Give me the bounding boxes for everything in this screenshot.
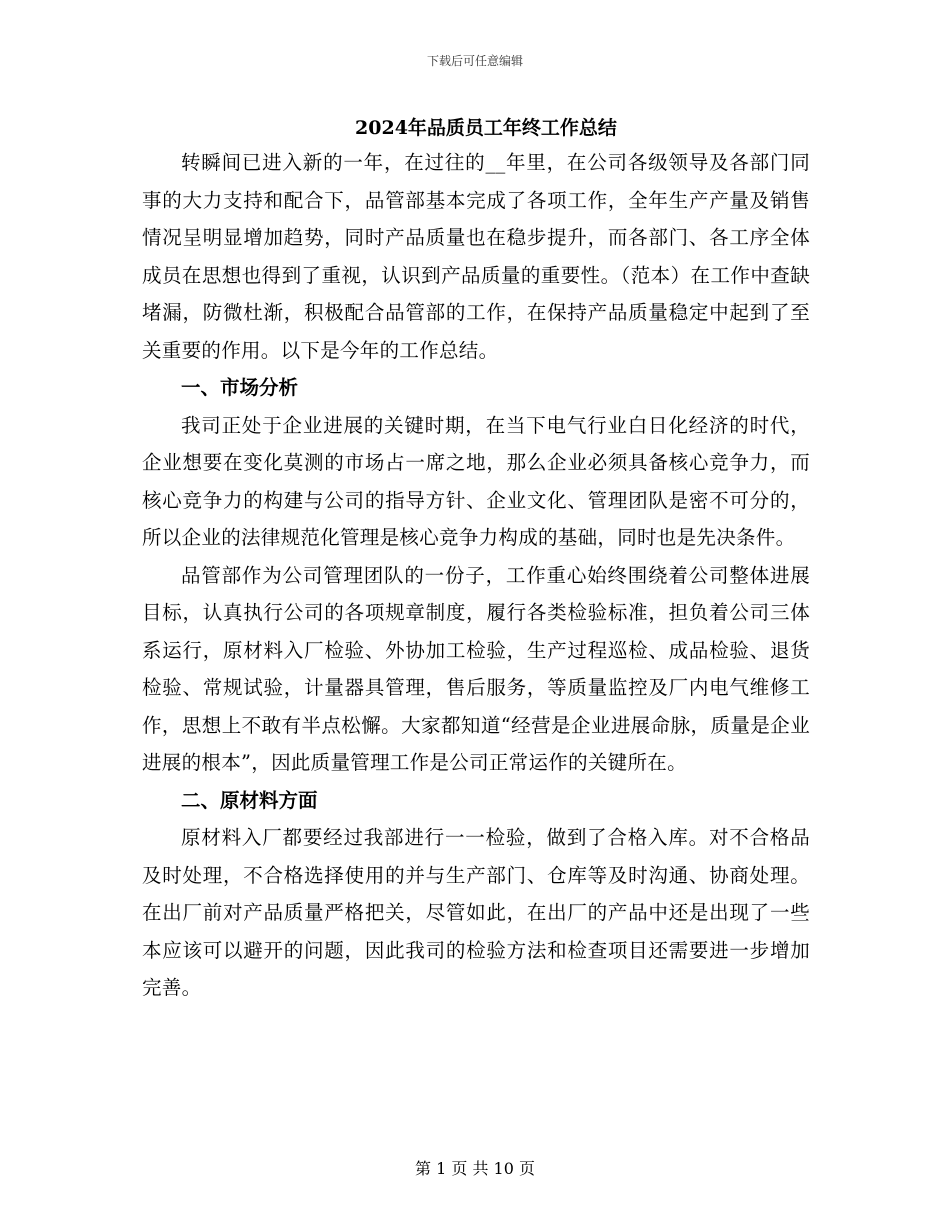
market-analysis-paragraph-2: 品管部作为公司管理团队的一份子，工作重心始终围绕着公司整体进展目标，认真执行公司的各项规章制度，履行各类检验标准，担负着公司三体系运行，原材料入厂检验、外协加工检验，生产过程巡检、成品检验、退货检验、常规试验，计量器具管理，售后服务，等质量监控及厂内电气维修工作，思想上不敢有半点松懈。大家都知道“经营是企业进展命脉，质量是企业进展的根本”，因此质量管理工作是公司正常运作的关键所在。 <box>142 563 810 774</box>
header-note: 下载后可任意编辑 <box>426 54 523 68</box>
section-heading-raw-materials: 二、原材料方面 <box>181 788 318 812</box>
raw-materials-paragraph-1: 原材料入厂都要经过我部进行一一检验，做到了合格入库。对不合格品及时处理，不合格选择使用的并与生产部门、仓库等及时沟通、协商处理。在出厂前对产品质量严格把关，尽管如此，在出厂的产品中还是出现了一些本应该可以避开的问题，因此我司的检验方法和检查项目还需要进一步增加完善。 <box>142 826 810 999</box>
section-heading-market-analysis: 一、市场分析 <box>181 376 299 399</box>
market-analysis-paragraph-1: 我司正处于企业进展的关键时期，在当下电气行业白日化经济的时代，企业想要在变化莫测的市场占一席之地，那么企业必须具备核心竞争力，而核心竞争力的构建与公司的指导方针、企业文化、管理团队是密不可分的，所以企业的法律规范化管理是核心竞争力构成的基础，同时也是先决条件。 <box>142 413 810 549</box>
document-body <box>142 112 810 1007</box>
page-number: 第 1 页 共 10 页 <box>415 1159 535 1178</box>
intro-paragraph: 转瞬间已进入新的一年，在过往的__年里，在公司各级领导及各部门同事的大力支持和配合下，品管部基本完成了各项工作，全年生产产量及销售情况呈明显增加趋势，同时产品质量也在稳步提升，而各部门、各工序全体成员在思想也得到了重视，认识到产品质量的重要性。（范本）在工作中查缺堵漏，防微杜渐，积极配合品管部的工作，在保持产品质量稳定中起到了至关重要的作用。以下是今年的工作总结。 <box>142 151 810 362</box>
document-title: 2024年品质员工年终工作总结 <box>355 117 617 139</box>
